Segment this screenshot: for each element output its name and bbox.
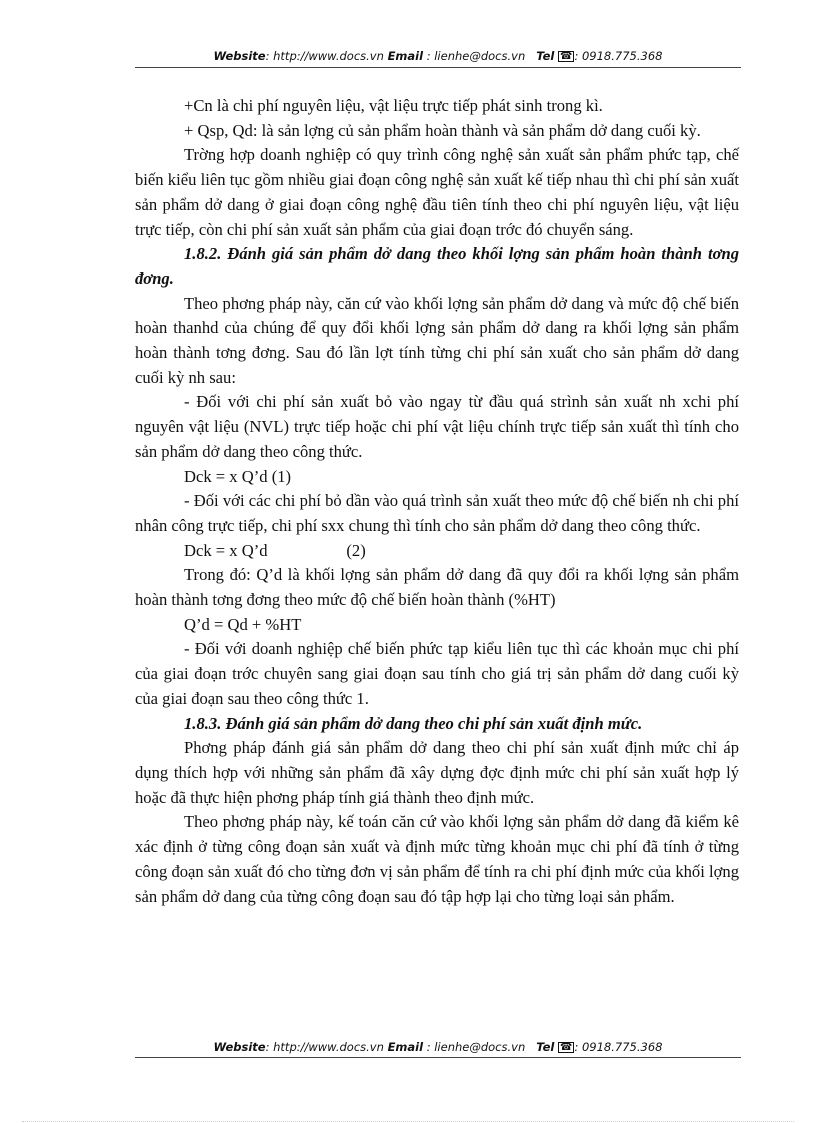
document-body <box>135 94 739 909</box>
paragraph-qsp-qd: + Qsp, Qd: là sản lợng củ sản phẩm hoàn thành và sản phẩm dở dang cuối kỳ. <box>184 120 701 140</box>
footer-tel-value: : 0918.775.368 <box>574 1040 663 1054</box>
header-email-label: Email <box>387 49 424 63</box>
paragraph-complex-process: - Đối với doanh nghiệp chế biến phức tạp kiểu liên tục thì các khoản mục chi phí của giai đoạn trớc chuyên sang giai đoạn sau tính cho giá trị sản phẩm dở dang cuối kỳ của giai đoạn sau theo công thức 1. <box>135 639 739 708</box>
paragraph-where-qd: Trong đó: Q’d là khối lợng sản phẩm dở dang đã quy đổi ra khối lợng sản phẩm hoàn thành tơng đơng theo mức độ chế biến hoàn thành (%HT) <box>135 565 739 610</box>
footer-website-label: Website <box>213 1040 266 1054</box>
header-tel-value: : 0918.775.368 <box>574 49 663 63</box>
paragraph-standard-cost-procedure: Theo phơng pháp này, kế toán căn cứ vào khối lợng sản phẩm dở dang đã kiểm kê xác định ở từng công đoạn sản xuất và định mức từng khoản mục chi phí đã tính ở từng công đoạn sản xuất đó cho từng đơn vị sản phẩm để tính ra chi phí định mức của khối lợng sản phẩm dở dang của từng công đoạn sau đó tập hợp lại cho từng loại sản phẩm. <box>135 812 739 906</box>
paragraph-standard-cost-method: Phơng pháp đánh giá sản phẩm dở dang theo chi phí sản xuất định mức chỉ áp dụng thích hợp với những sản phẩm đã xây dựng đợc định mức chi phí sản xuất hợp lý hoặc đã thực hiện phơng pháp tính giá thành theo định mức. <box>135 738 739 807</box>
phone-icon: ☎ <box>559 1042 573 1053</box>
header-email-value: : lienhe@docs.vn <box>423 49 526 63</box>
footer-email-label: Email <box>387 1040 424 1054</box>
section-heading-1-8-2: 1.8.2. Đánh giá sản phẩm dở dang theo khối lợng sản phẩm hoàn thành tơng đơng. <box>135 244 739 288</box>
page-header <box>135 49 741 63</box>
paragraph-cn: +Cn là chi phí nguyên liệu, vật liệu trực tiếp phát sinh trong kì. <box>184 96 603 115</box>
page-footer <box>135 1040 741 1054</box>
formula-1: Dck = x Q’d (1) <box>184 466 292 486</box>
footer-tel-label: Tel <box>536 1040 555 1054</box>
footer-email-value: : lienhe@docs.vn <box>423 1040 526 1054</box>
formula-2: Dck = x Q’d (2) <box>184 540 366 560</box>
formula-qd: Q’d = Qd + %HT <box>184 614 302 634</box>
paragraph-initial-costs: - Đối với chi phí sản xuất bỏ vào ngay từ đầu quá strình sản xuất nh xchi phí nguyên vật liệu (NVL) trực tiếp hoặc chi phí vật liệu chính trực tiếp sản xuất thì tính cho sản phẩm dở dang theo công thức. <box>135 392 739 461</box>
footer-rule <box>135 1057 741 1058</box>
page-edge-divider <box>22 1121 794 1122</box>
phone-icon: ☎ <box>559 51 573 62</box>
header-tel-label: Tel <box>536 49 555 63</box>
header-website-value: : http://www.docs.vn <box>265 49 384 63</box>
paragraph-continuous-process: Trờng hợp doanh nghiệp có quy trình công nghệ sản xuất sản phẩm phức tạp, chế biến kiểu liên tục gồm nhiều giai đoạn công nghệ sản xuất kế tiếp nhau thì chi phí sản xuất sản phẩm dở dang ở giai đoạn công nghệ đầu tiên tính theo chi phí nguyên liệu, vật liệu trực tiếp, còn chi phí sản xuất sản phẩm của giai đoạn trớc đó chuyển sáng. <box>135 145 739 239</box>
footer-website-value: : http://www.docs.vn <box>265 1040 384 1054</box>
paragraph-equivalent-method: Theo phơng pháp này, căn cứ vào khối lợng sản phẩm dở dang và mức độ chế biến hoàn thanhd của chúng để quy đổi khối lợng sản phẩm dở dang ra khối lợng sản phẩm hoàn thành tơng đơng. Sau đó lần lợt tính từng chi phí sản xuất cho sản phẩm dở dang cuối kỳ nh sau: <box>135 293 739 387</box>
header-rule <box>135 67 741 68</box>
section-heading-1-8-3: 1.8.3. Đánh giá sản phẩm dở dang theo chi phí sản xuất định mức. <box>184 713 643 733</box>
paragraph-gradual-costs: - Đối với các chi phí bỏ dần vào quá trình sản xuất theo mức độ chế biến nh chi phí nhân công trực tiếp, chi phí sxx chung thì tính cho sản phẩm dở dang theo công thức. <box>135 491 739 535</box>
header-website-label: Website <box>213 49 266 63</box>
